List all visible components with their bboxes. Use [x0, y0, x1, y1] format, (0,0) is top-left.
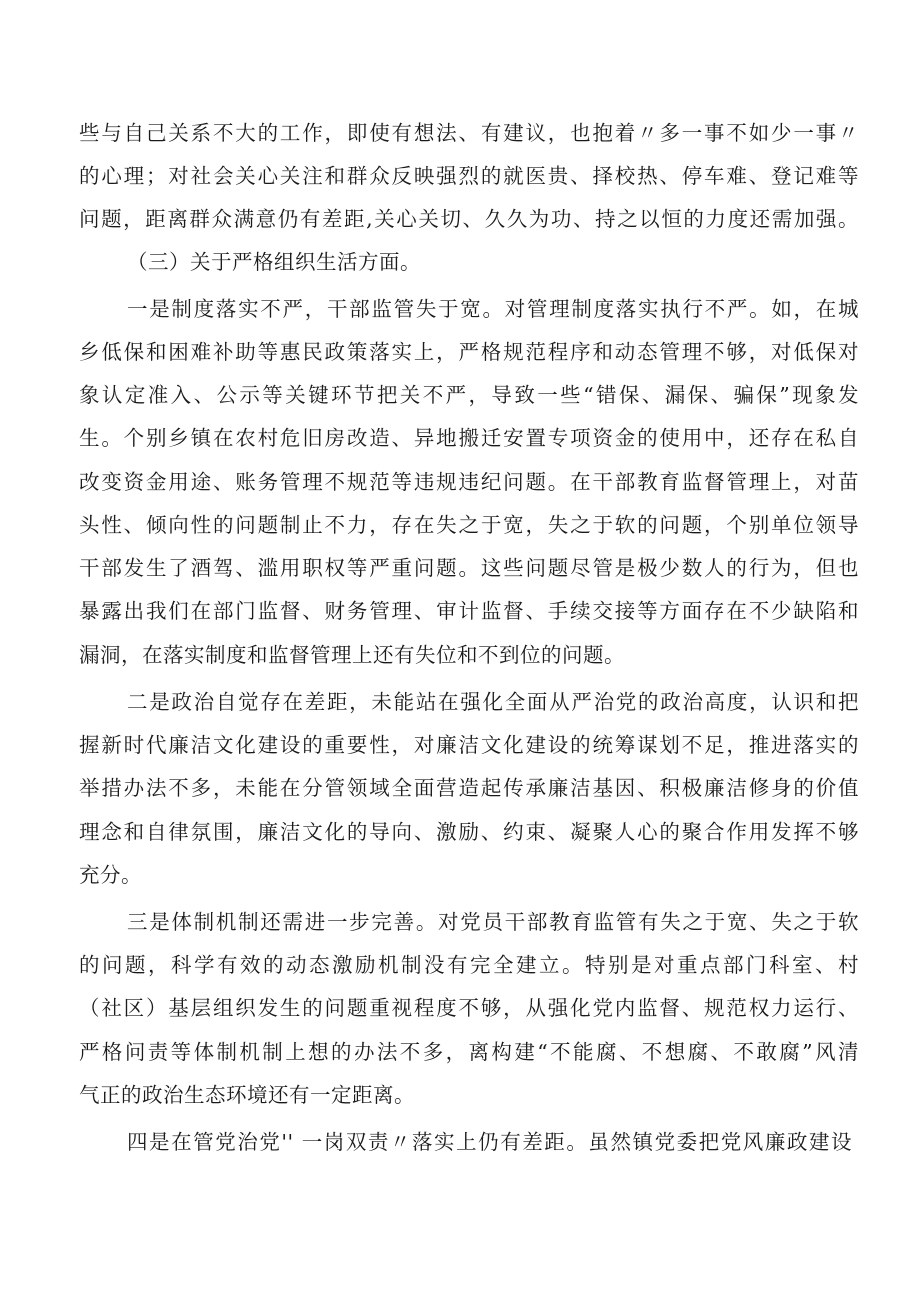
- text-line: 象认定准入、公示等关键环节把关不严，导致一些“错保、漏保、骗保”现象发: [79, 383, 859, 407]
- text-line: 乡低保和困难补助等惠民政策落实上，严格规范程序和动态管理不够，对低保对: [79, 340, 859, 364]
- paragraph-first-line: 四是在管党治党'' 一岗双责〃落实上仍有差距。虽然镇党委把党风廉政建设: [127, 1130, 852, 1154]
- text-line: 生。个别乡镇在农村危旧房改造、异地搬迁安置专项资金的使用中，还存在私自: [79, 426, 859, 450]
- text-line: 些与自己关系不大的工作，即使有想法、有建议，也抱着〃多一事不如少一事〃: [79, 121, 859, 145]
- text-line: （社区）基层组织发生的问题重视程度不够，从强化党内监督、规范权力运行、: [79, 996, 859, 1020]
- text-line: 漏洞，在落实制度和监督管理上还有失位和不到位的问题。: [79, 643, 625, 667]
- text-line: 举措办法不多，未能在分管领域全面营造起传承廉洁基因、积极廉洁修身的价值: [79, 776, 859, 800]
- paragraph-first-line: 二是政治自觉存在差距，未能站在强化全面从严治党的政治高度，认识和把: [127, 690, 859, 714]
- text-line: 充分。: [79, 863, 142, 887]
- text-line: 握新时代廉洁文化建设的重要性，对廉洁文化建设的统筹谋划不足，推进落实的: [79, 733, 859, 757]
- paragraph-first-line: 三是体制机制还需进一步完善。对党员干部教育监管有失之于宽、失之于软: [127, 910, 859, 934]
- section-heading: （三）关于严格组织生活方面。: [127, 250, 421, 274]
- text-line: 严格问责等体制机制上想的办法不多，离构建“不能腐、不想腐、不敢腐”风清: [79, 1040, 859, 1064]
- text-line: 头性、倾向性的问题制止不力，存在失之于宽，失之于软的问题，个别单位领导: [79, 513, 859, 537]
- text-line: 气正的政治生态环境还有一定距离。: [79, 1083, 415, 1107]
- text-line: 改变资金用途、账务管理不规范等违规违纪问题。在干部教育监督管理上，对苗: [79, 470, 859, 494]
- text-line: 的问题，科学有效的动态激励机制没有完全建立。特别是对重点部门科室、村: [79, 953, 859, 977]
- paragraph-first-line: 一是制度落实不严，干部监管失于宽。对管理制度落实执行不严。如，在城: [127, 297, 859, 321]
- text-line: 的心理；对社会关心关注和群众反映强烈的就医贵、择校热、停车难、登记难等: [79, 164, 859, 188]
- text-line: 理念和自律氛围，廉洁文化的导向、激励、约束、凝聚人心的聚合作用发挥不够: [79, 820, 859, 844]
- text-line: 干部发生了酒驾、滥用职权等严重问题。这些问题尽管是极少数人的行为，但也: [79, 556, 859, 580]
- text-line: 问题，距离群众满意仍有差距,关心关切、久久为功、持之以恒的力度还需加强。: [79, 207, 859, 231]
- text-line: 暴露出我们在部门监督、财务管理、审计监督、手续交接等方面存在不少缺陷和: [79, 599, 859, 623]
